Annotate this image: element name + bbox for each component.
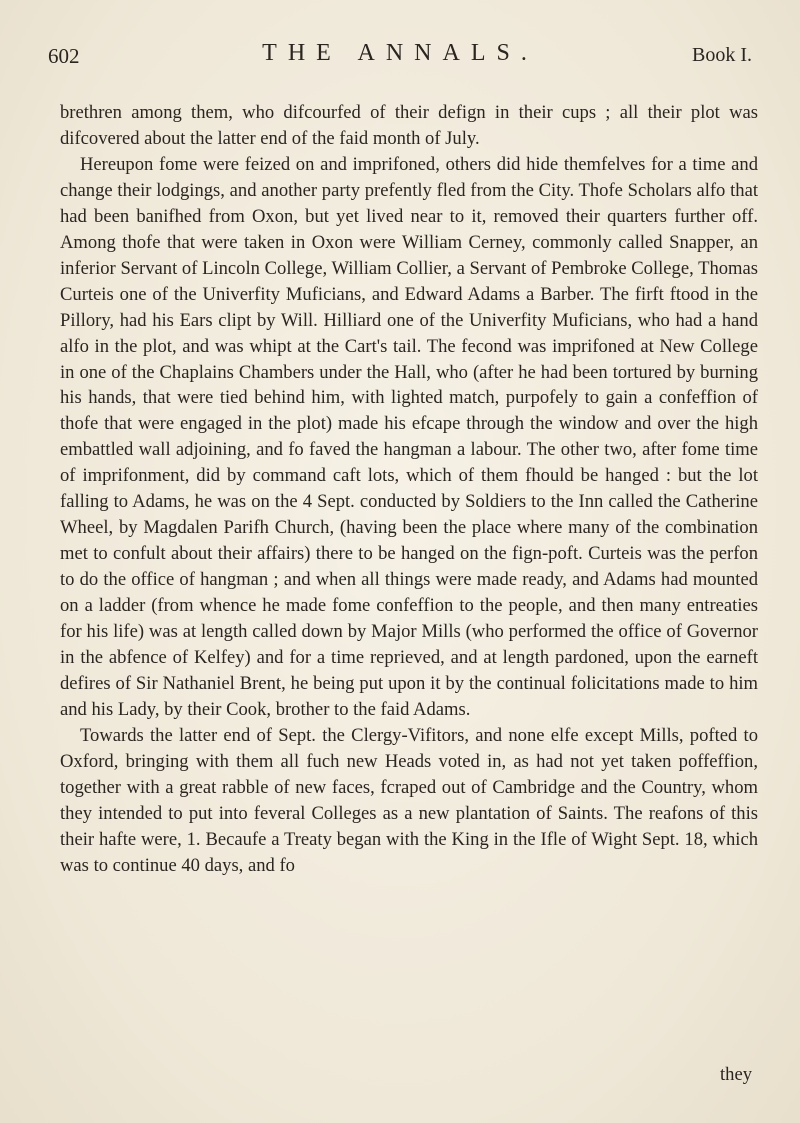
catchword: they xyxy=(719,1064,752,1085)
book-label: Book I. xyxy=(692,44,752,66)
paragraph-3: Towards the latter end of Sept. the Clergy-Vifitors, and none elfe except Mills, pofted to Oxford, bringing with them all fuch new Heads voted in, as had not yet taken poffeffion, together with a great rabble of new faces, fcraped out of Cambridge and the Country, whom they intended to put into feveral Colleges as a new plantation of Saints. The reafons of this their hafte were, 1. Becaufe a Treaty began with the King in the Ifle of Wight Sept. 18, which was to continue 40 days, and fo xyxy=(60,724,758,876)
paragraph-1: brethren among them, who difcourfed of their defign in their cups ; all their plot was difcovered about the latter end of the faid month of July. xyxy=(60,102,758,149)
running-header xyxy=(48,40,752,70)
paragraph-2: Hereupon fome were feized on and imprifoned, others did hide themfelves for a time and change their lodgings, and another party prefently fled from the City. Thofe Scholars alfo that had been banifhed from Oxon, but yet lived near to it, removed their quarters further off. Among thofe that were taken in Oxon were William Cerney, commonly called Snapper, an inferior Servant of Lincoln College, William Collier, a Servant of Pembroke College, Thomas Curteis one of the Univerfity Muficians, and Edward Adams a Barber. The firft ftood in the Pillory, had his Ears clipt by Will. Hilliard one of the Univerfity Muficians, who had a hand alfo in the plot, and was whipt at the Cart's tail. The fecond was imprifoned at New College in one of the Chaplains Chambers under the Hall, who (after he had been tortured by burning his hands, that were tied behind him, with lighted match, purpofely to gain a confeffion of thofe that were engaged in the plot) made his efcape through the window and over the high embattled wall adjoining, and fo faved the hangman a labour. The other two, after fome time of imprifonment, did by command caft lots, which of them fhould be hanged : but the lot falling to Adams, he was on the 4 Sept. conducted by Soldiers to the Inn called the Catherine Wheel, by Magdalen Parifh Church, (having been the place where many of the combination met to confult about their affairs) there to be hanged on the fign-poft. Curteis was the perfon to do the office of hangman ; and when all things were made ready, and Adams had mounted on a ladder (from whence he made fome confeffion to the people, and then many entreaties for his life) was at length called down by Major Mills (who performed the office of Governor in the abfence of Kelfey) and for a time reprieved, and at length pardoned, upon the earneft defires of Sir Nathaniel Brent, he being put upon it by the continual folicitations made to him and his Lady, by their Cook, brother to the faid Adams. xyxy=(60,153,758,720)
page-number: 602 xyxy=(48,44,80,68)
running-title: THE ANNALS. xyxy=(262,40,538,66)
body-text xyxy=(60,100,758,879)
